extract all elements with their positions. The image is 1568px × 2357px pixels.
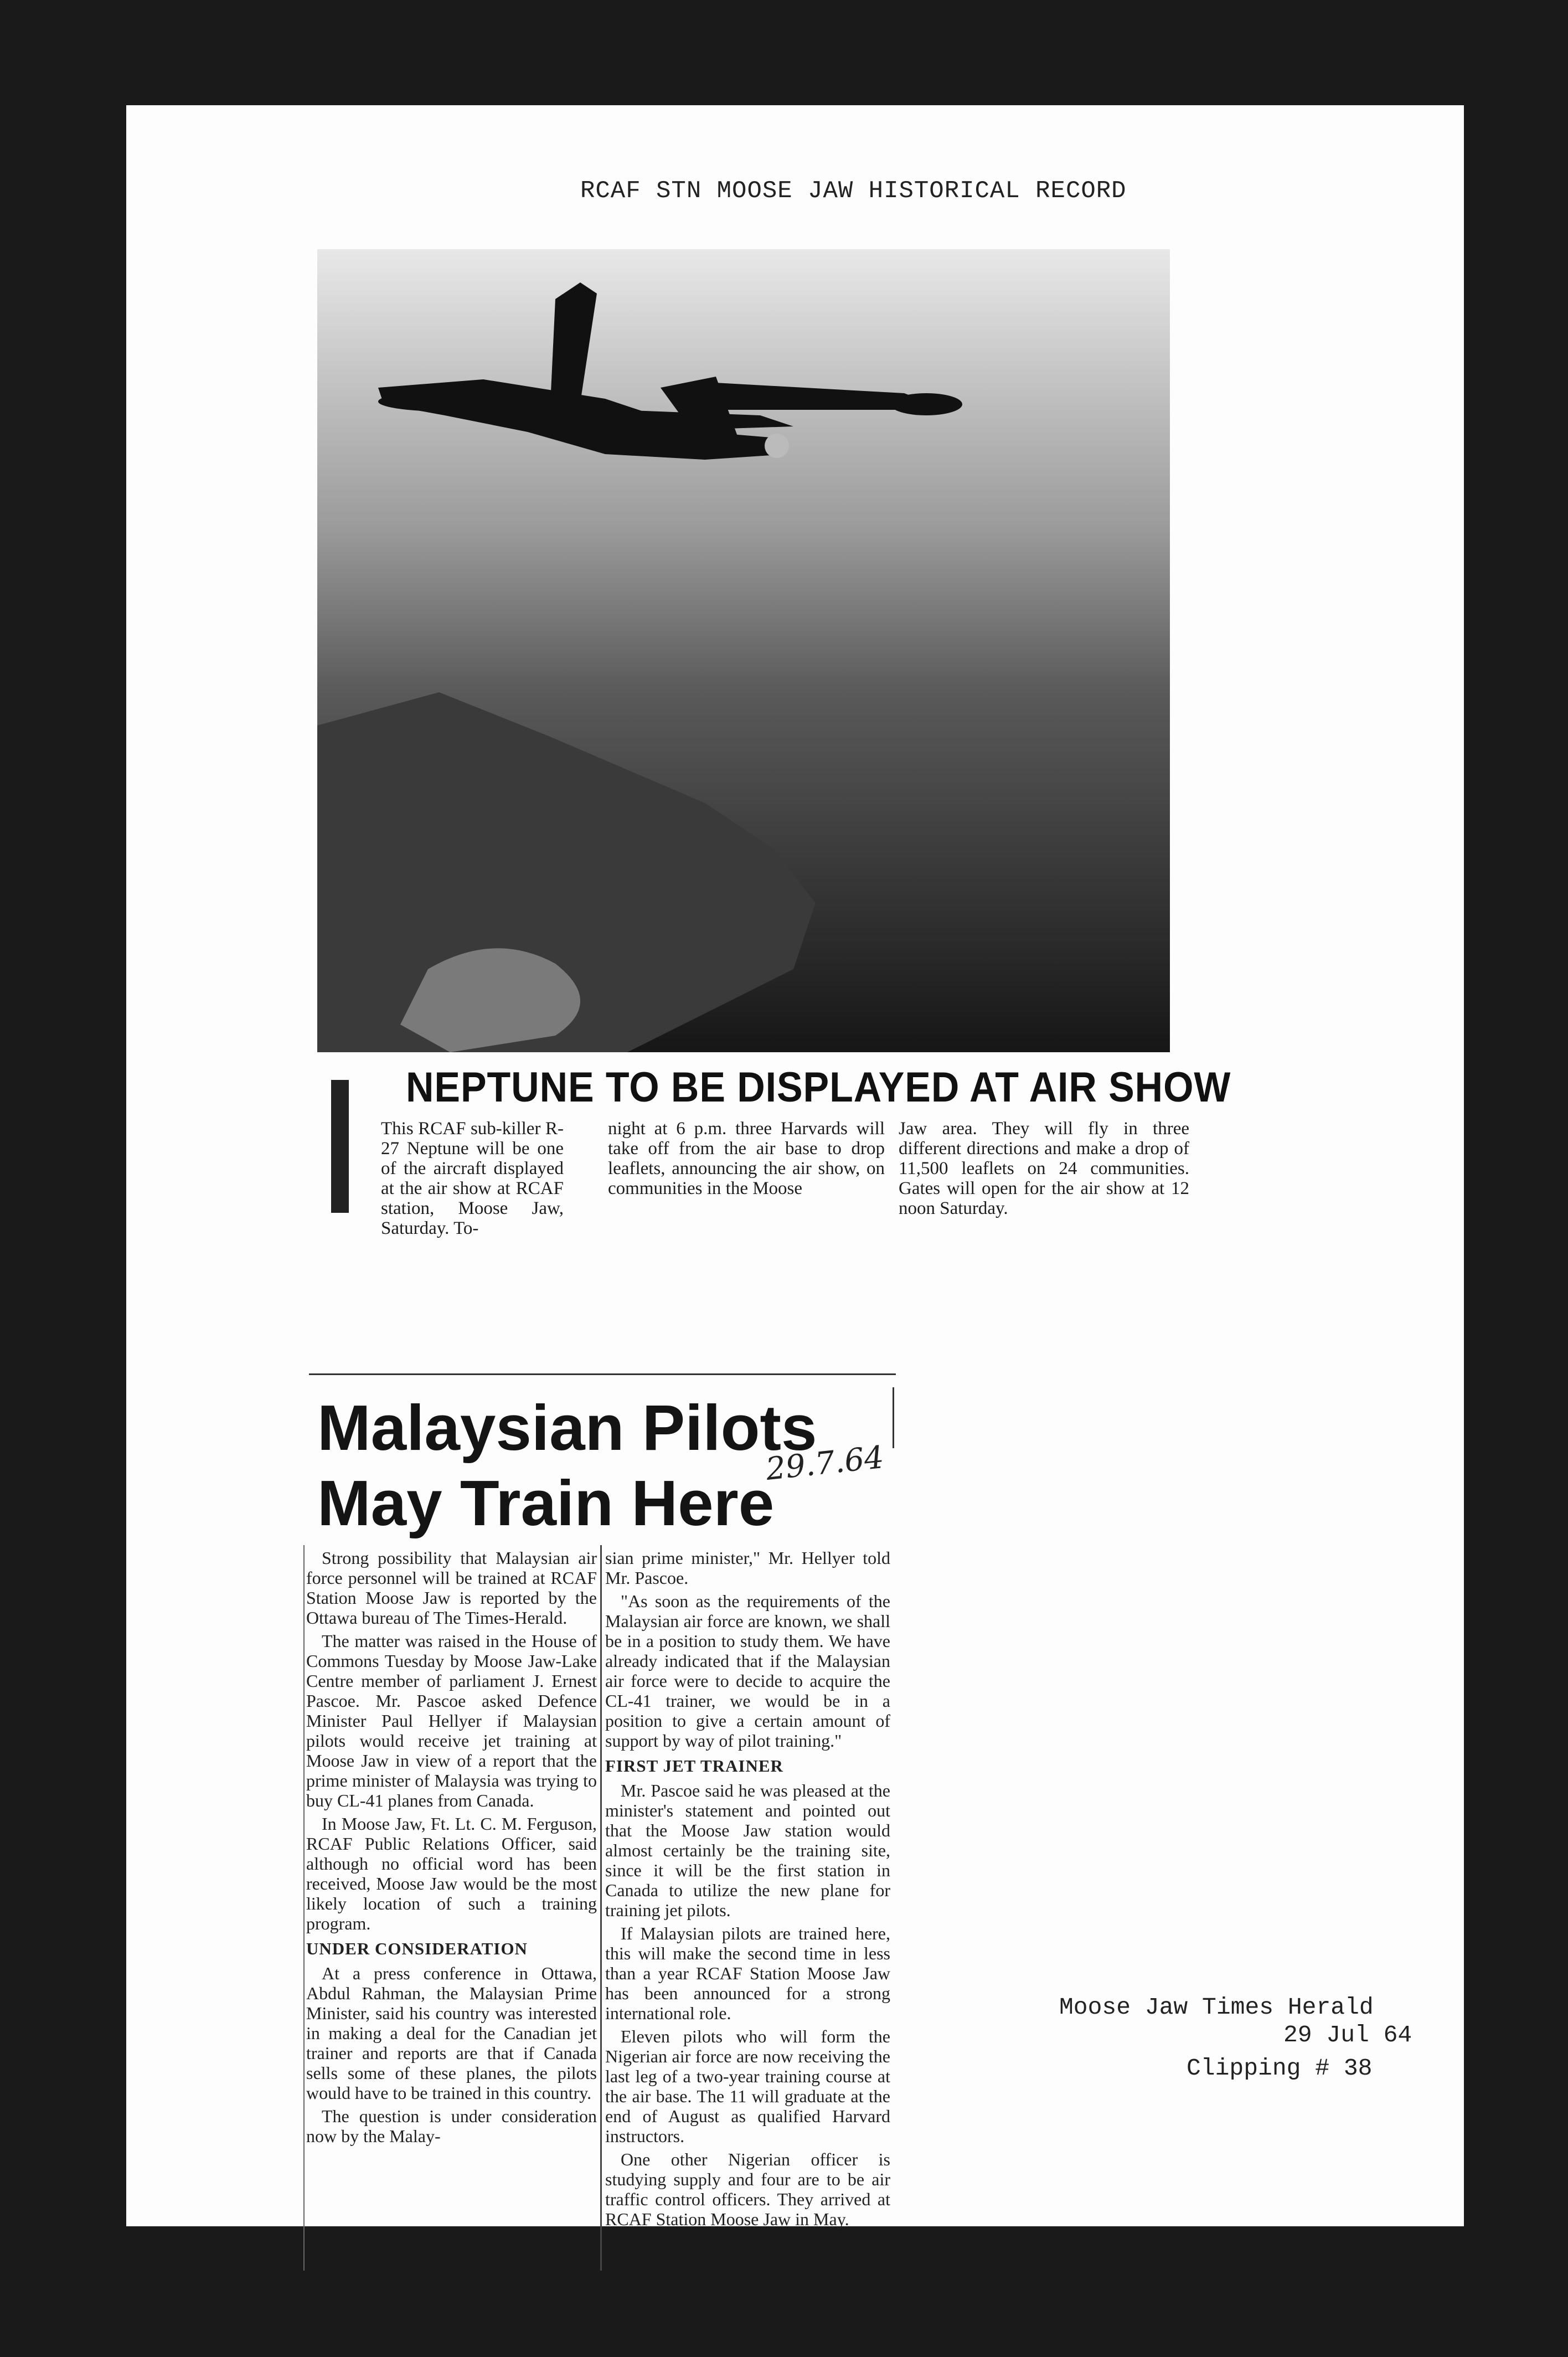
article-rule xyxy=(309,1373,896,1375)
paragraph: In Moose Jaw, Ft. Lt. C. M. Ferguson, RCAF Public Relations Officer, said although no official word has been received, Moose Jaw would be the most likely location of such a training program. xyxy=(306,1814,597,1933)
column-border xyxy=(303,1545,305,2271)
record-header: RCAF STN MOOSE JAW HISTORICAL RECORD xyxy=(580,177,1127,205)
column-marker xyxy=(331,1080,349,1213)
subheading: UNDER CONSIDERATION xyxy=(306,1939,528,1958)
paragraph: One other Nigerian officer is studying supply and four are to be air traffic control officers. They arrived at RCAF Station Moose Jaw in May. xyxy=(605,2149,890,2229)
neptune-caption-col3: Jaw area. They will fly in three different directions and make a drop of 11,500 leaflets on 24 communities. Gates will open for the air show at 12 noon Saturday. xyxy=(899,1119,1189,1218)
document-page xyxy=(126,105,1464,2229)
subheading: FIRST JET TRAINER xyxy=(605,1756,783,1776)
paragraph: The matter was raised in the House of Commons Tuesday by Moose Jaw-Lake Centre member of parliament J. Ernest Pascoe. Mr. Pascoe asked Defence Minister Paul Hellyer if Malaysian pilots would receive jet training at Moose Jaw in view of a report that the prime minister of Malaysia was trying to buy CL-41 planes from Canada. xyxy=(306,1631,597,1810)
paragraph: The question is under consideration now by the Malay- xyxy=(306,2106,597,2146)
article-left-column xyxy=(306,1548,597,2149)
paragraph: Strong possibility that Malaysian air force personnel will be trained at RCAF Station Moose Jaw is reported by the Ottawa bureau of The Times-Herald. xyxy=(306,1548,597,1628)
source-publication: Moose Jaw Times Herald xyxy=(1059,1994,1374,2021)
headline-line-2: May Train Here xyxy=(317,1467,775,1539)
column-separator xyxy=(600,1545,602,2271)
paragraph: Mr. Pascoe said he was pleased at the minister's statement and pointed out that the Moose Jaw station would almost certainly be the training site, since it will be the first station in Canada to utilize the new plane for training jet pilots. xyxy=(605,1780,890,1920)
neptune-headline: NEPTUNE TO BE DISPLAYED AT AIR SHOW xyxy=(406,1064,1231,1111)
paragraph: At a press conference in Ottawa, Abdul Rahman, the Malaysian Prime Minister, said his country was interested in making a deal for the Canadian jet trainer and reports are that if Canada sells some of these planes, the pilots would have to be trained in this country. xyxy=(306,1963,597,2103)
source-date: 29 Jul 64 xyxy=(1283,2021,1412,2049)
paragraph: sian prime minister," Mr. Hellyer told Mr. Pascoe. xyxy=(605,1548,890,1588)
paragraph: If Malaysian pilots are trained here, this will make the second time in less than a year RCAF Station Moose Jaw has been announced for a strong international role. xyxy=(605,1923,890,2023)
handwritten-date: 29.7.64 xyxy=(764,1439,886,1488)
neptune-caption-col2: night at 6 p.m. three Harvards will take off from the air base to drop leaflets, announcing the air show, on communities in the Moose xyxy=(608,1119,885,1198)
clipping-number: Clipping # 38 xyxy=(1187,2055,1373,2082)
article-right-column xyxy=(605,1548,890,2232)
neptune-caption-col1: This RCAF sub-killer R-27 Neptune will be one of the aircraft displayed at the air show at RCAF station, Moose Jaw, Saturday. To- xyxy=(381,1119,564,1238)
paragraph: Eleven pilots who will form the Nigerian air force are now receiving the last leg of a two-year training course at the air base. The 11 will graduate at the end of August as qualified Harvard instructors. xyxy=(605,2026,890,2146)
headline-line-1: Malaysian Pilots xyxy=(317,1392,817,1464)
neptune-aircraft-photo xyxy=(317,249,1170,1052)
paragraph: "As soon as the requirements of the Malaysian air force are known, we shall be in a position to study them. We have already indicated that if the Malaysian air force were to decide to acquire the CL-41 trainer, we would be in a position to give a certain amount of support by way of pilot training." xyxy=(605,1591,890,1751)
